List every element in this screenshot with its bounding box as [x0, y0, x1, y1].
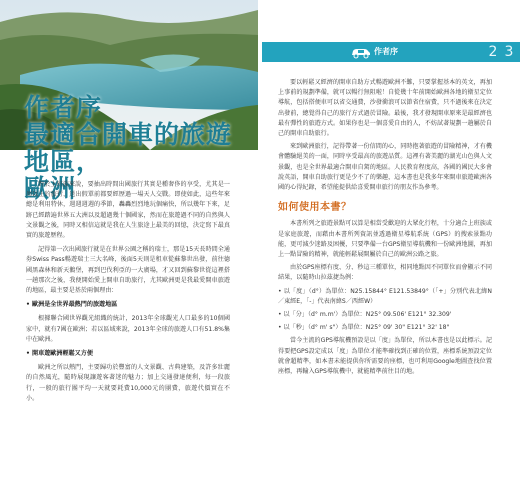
header-label: 作者序 — [374, 47, 398, 56]
title-line-3: 歐洲 — [24, 174, 77, 203]
page-number-right: 3 — [504, 44, 514, 60]
left-page — [0, 0, 258, 500]
right-paragraph-1: 要以輕鬆又經濟的開車自助方式暢遊歐洲不難，只要掌握基本的英文，再加上事前的規劃準備，就可以暢行無阻啦！自從幾十年前開始歐洲各地的衛星定位導航，包括搭便車可以省交通費，沙發衝浪可以節省住宿費，只不過後來在決定出發前，總覺得自己的旅行方式過於冒險。最後，我才發現開車原來是最經濟也最有彈性的旅遊方式。如果你也是一個喜愛自由的人，不妨試著規劃一趟屬於自己的開車自助旅行。 — [278, 79, 492, 138]
bullet-text-1: 根據聯合國世界觀光組織的統計，2013年全球觀光人口最多的10個國家中，就有7國在歐洲；若以區域來說，2013年全球的旅遊人口有51.8%集中在歐洲。 — [26, 315, 230, 343]
section-paragraph-1: 本書所列之旅遊景點可以算是相當受歡迎的大眾化行程，十分適合上班族或是家庭旅遊，而藉由本書所列資訊並透過衛星導航系統（GPS）的搜索景點功能，更可減少迷路及困擾，只要準備一台GPS衛星導航機和一份歐洲地圖，再加上一點冒險的精神，就能輕鬆展開屬於自己的歐洲公路之旅。 — [278, 220, 492, 259]
page-number-left: 2 — [488, 44, 498, 60]
bullet-title-1: • 歐洲是全世界最熱門的旅遊地區 — [26, 300, 230, 310]
left-paragraph-2: 記得第一次出國旅行就是在世界公園之稱的瑞士，那是15天長時間全通券Swiss Pass暢遊瑞士三大名峰，後面5天則是租車從蘇黎世出發，前往德國黑森林和新天鵝堡，再到巴伐利亞的一大廣場，才又回到蘇黎世從這裡搭一趟那次之後，我便開始愛上開車自助旅行，尤其歐洲更是我最愛開車旅遊的地區，最主要是基於兩個理由： — [26, 246, 230, 295]
bullet-text-2: 歐洲之所以熱門，主要歸功於豐富的人文景觀、古典建築，及許多壯麗的自然風光，隨時展現讓遊客著迷的魅力；加上交通發達便利，每一段旅行，一般的旅行團平均一天就要耗費10,000元的團費，旅遊代價實在不小。 — [26, 364, 230, 402]
formula-second: • 以「秒」（d° m' s"）為單位：N25° 09' 30" E121° 32' 18" — [278, 323, 492, 333]
section-heading: 如何使用本書？ — [278, 202, 352, 214]
left-paragraph-1: 對於上班族來說，要抽出時間出國旅行其實是種奢侈的享受，尤其是一周以上的旅行，送出假單前都要經歷過一場天人交戰。即使如此，這些年來總是利用特休，週週週週的季節，轟轟烈烈地玩個痛快，所以幾年下來，足跡已經踏遍世界五大洲以及超過幾十個國家，然而在旅遊過不同的自然與人文景觀之後，同時又相信這就是我在人生旅途上最美的回憶，決定寫下最真實的旅遊歷程。 — [26, 181, 230, 240]
formula-minute: • 以「分」（d° m.m'）為單位：N25° 09.506' E121° 32.309' — [278, 310, 492, 320]
right-page — [262, 0, 520, 500]
right-paragraph-2: 來到歐洲旅行，記得帶著一份信間的心，同時抱著旅遊的冒險精神，才有機會體驗絕美的一面，同時享受最高的旅遊品質。這裡有著美麗的湖光山色與人文景觀，也是全世界最適合開車自駕的地區。人民教育程度高，各國的國民大多會說英語，開車自助旅行更是少不了的樂趣，這本書也是我多年來開車旅遊歐洲各國的心得紀錄，希望能提供給喜愛開車旅行的朋友作為參考。 — [278, 143, 492, 192]
right-body-text — [278, 78, 492, 380]
title-line-1: 作者序 — [24, 93, 103, 122]
car-icon — [350, 46, 372, 59]
section-paragraph-2: 由於GPS座標有度、分、秒這三種單位，相同地點因不同單位而會顯示不同結果，以隨時山拉茲捷為例： — [278, 264, 492, 282]
left-body-text — [26, 180, 230, 408]
closing-paragraph: 當今主流的GPS導航機預設是以「度」為單位，所以本書也是以此標示。記得要把GPS設定成以「度」為單位才能準確找到正確的位置，座標系統預設定位就會超精準，如本書未能提供你所需要的座標，也可利用Google地圖查找位置座標，再輸入GPS導航機中，就能精準前往目的地。 — [278, 337, 492, 376]
bullet-title-2: • 開車遊歐洲輕鬆又方便 — [26, 349, 230, 359]
formula-degree: • 以「度」（d°）為單位：N25.15844° E121.53849°（「+」分別代表北緯N／東經E，「-」代表南緯S／西經W） — [278, 287, 492, 307]
title-line-2: 最適合開車的旅遊地區， — [24, 120, 233, 176]
